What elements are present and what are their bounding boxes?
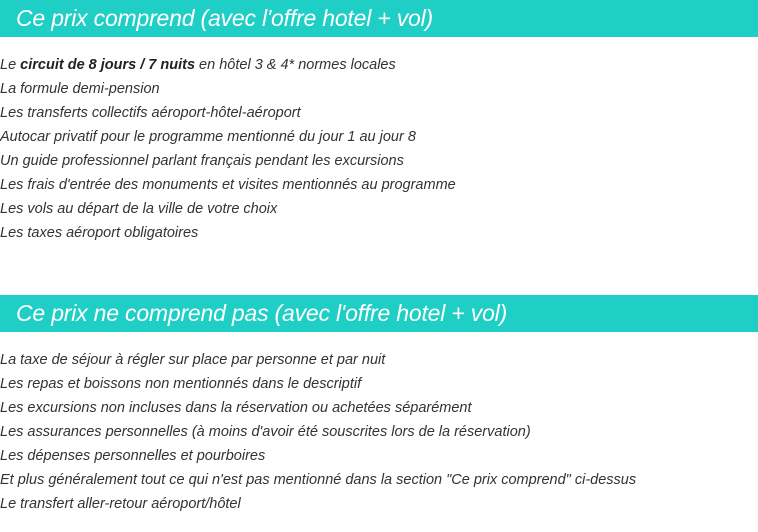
list-item: Les frais d'entrée des monuments et visites mentionnés au programme [0,177,456,193]
list-item: Les excursions non incluses dans la réservation ou achetées séparément [0,400,472,416]
list-item: Et plus généralement tout ce qui n'est pas mentionné dans la section "Ce prix comprend" ci-dessus [0,472,637,488]
list-item: Les taxes aéroport obligatoires [0,225,199,241]
list-item: Les assurances personnelles (à moins d'avoir été souscrites lors de la réservation) [0,424,531,440]
list-item: Un guide professionnel parlant français pendant les excursions [0,153,404,169]
list-item: Les repas et boissons non mentionnés dans le descriptif [0,376,362,392]
list-item: Les vols au départ de la ville de votre choix [0,201,278,217]
list-item: La taxe de séjour à régler sur place par personne et par nuit [0,352,386,368]
list-item [0,53,456,77]
excludes-list [0,348,636,516]
list-item: La formule demi-pension [0,81,160,97]
includes-section-title: Ce prix comprend (avec l'offre hotel + vol) [0,0,758,37]
list-item: Les transferts collectifs aéroport-hôtel-aéroport [0,105,301,121]
list-item: Le transfert aller-retour aéroport/hôtel [0,496,241,512]
item-suffix: en hôtel 3 & 4* normes locales [195,57,396,73]
item-bold-text: circuit de 8 jours / 7 nuits [20,57,196,73]
list-item: Les dépenses personnelles et pourboires [0,448,266,464]
list-item: Autocar privatif pour le programme mentionné du jour 1 au jour 8 [0,129,416,145]
includes-list [0,53,456,245]
item-prefix: Le [0,57,21,73]
excludes-section-title: Ce prix ne comprend pas (avec l'offre hotel + vol) [0,295,758,332]
